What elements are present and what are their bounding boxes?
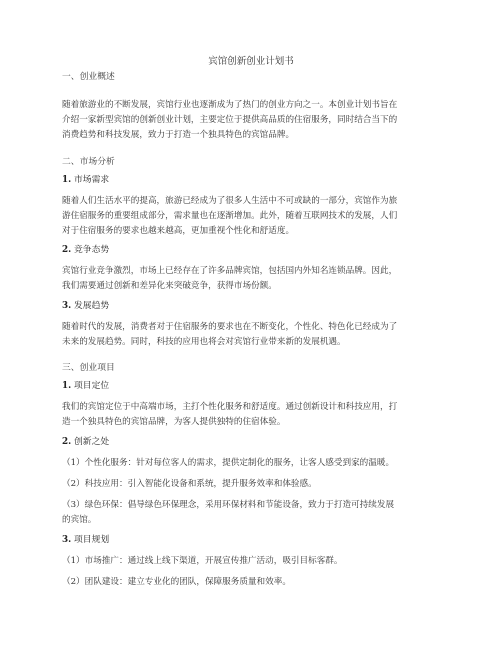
list-item: （2）科技应用：引入智能化设备和系统，提升服务效率和体验感。 xyxy=(62,479,317,489)
paragraph-line: 介绍一家新型宾馆的创新创业计划，主要定位于提供高品质的住宿服务，同时结合当下的 xyxy=(62,115,398,125)
section-1-heading: 一、创业概述 xyxy=(62,72,115,82)
paragraph-line: 游住宿服务的重要组成部分，需求量也在逐渐增加。此外，随着互联网技术的发展，人们 xyxy=(62,211,398,221)
subsection-title: 项目规划 xyxy=(71,535,110,545)
paragraph-line: 未来的发展趋势。同时，科技的应用也将会对宾馆行业带来新的发展机遇。 xyxy=(62,337,346,347)
list-item-continuation: 的宾馆。 xyxy=(62,515,97,525)
paragraph-line: 我们的宾馆定位于中高端市场，主打个性化服务和舒适度。通过创新设计和科技应用，打 xyxy=(62,402,398,412)
paragraph-line: 造一个独具特色的宾馆品牌，为客人提供独特的住宿体验。 xyxy=(62,417,286,427)
paragraph-line: 对于住宿服务的要求也越来越高，更加重视个性化和舒适度。 xyxy=(62,226,295,236)
section-2-heading: 二、市场分析 xyxy=(62,157,115,167)
list-item: （3）绿色环保：倡导绿色环保理念，采用环保材料和节能设备，致力于打造可持续发展 xyxy=(62,500,395,510)
subsection-heading-positioning xyxy=(62,380,442,392)
subsection-heading-trends xyxy=(62,300,442,312)
subsection-title: 竞争态势 xyxy=(71,245,110,255)
subsection-heading-competition xyxy=(62,244,442,256)
subsection-heading-planning xyxy=(62,534,442,546)
paragraph-line: 我们需要通过创新和差异化来突破竞争，获得市场份额。 xyxy=(62,281,277,291)
subsection-heading-market-demand xyxy=(62,174,442,186)
subsection-number: 3. xyxy=(62,535,72,545)
subsection-number: 1. xyxy=(62,381,72,391)
list-item: （2）团队建设：建立专业化的团队，保障服务质量和效率。 xyxy=(62,577,291,587)
subsection-number: 2. xyxy=(62,245,72,255)
subsection-title: 发展趋势 xyxy=(71,301,110,311)
paragraph-line: 随着时代的发展，消费者对于住宿服务的要求也在不断变化，个性化、特色化已经成为了 xyxy=(62,322,398,332)
section-3-heading: 三、创业项目 xyxy=(62,363,115,373)
subsection-number: 2. xyxy=(62,437,72,447)
subsection-title: 市场需求 xyxy=(71,175,110,185)
document-title: 宾馆创新创业计划书 xyxy=(208,56,294,67)
subsection-title: 项目定位 xyxy=(71,381,110,391)
paragraph-line: 随着人们生活水平的提高，旅游已经成为了很多人生活中不可或缺的一部分，宾馆作为旅 xyxy=(62,196,398,206)
paragraph-line: 宾馆行业竞争激烈，市场上已经存在了许多品牌宾馆，包括国内外知名连锁品牌。因此， xyxy=(62,266,398,276)
paragraph-line: 随着旅游业的不断发展，宾馆行业也逐渐成为了热门的创业方向之一。本创业计划书旨在 xyxy=(62,100,398,110)
subsection-number: 3. xyxy=(62,301,72,311)
paragraph-line: 消费趋势和科技发展，致力于打造一个独具特色的宾馆品牌。 xyxy=(62,130,295,140)
list-item: （1）个性化服务：针对每位客人的需求，提供定制化的服务，让客人感受到家的温暖。 xyxy=(62,458,395,468)
subsection-title: 创新之处 xyxy=(71,437,110,447)
list-item: （1）市场推广：通过线上线下渠道，开展宣传推广活动，吸引目标客群。 xyxy=(62,556,343,566)
subsection-heading-innovation xyxy=(62,436,442,448)
subsection-number: 1. xyxy=(62,175,72,185)
